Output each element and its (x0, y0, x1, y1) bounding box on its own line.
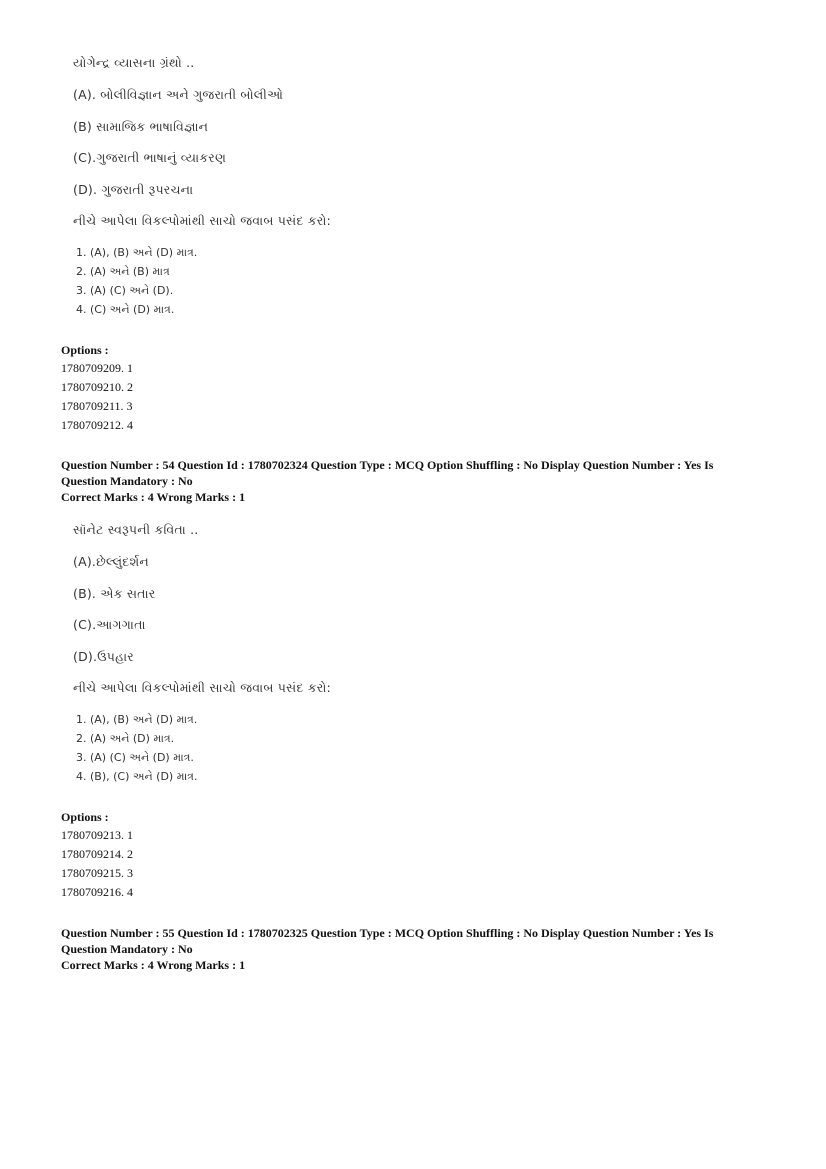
question-54-instruction: નીચે આપેલા વિકલ્પોમાંથી સાચો જવાબ પસંદ કરો: (73, 680, 331, 695)
question-53-prompt: યોગેન્દ્ર વ્યાસના ગ્રંથો .. (73, 55, 195, 70)
question-53-choice-4: 4. (C) અને (D) માત્ર. (76, 303, 175, 316)
question-53-option-1: 1780709209. 1 (61, 361, 133, 375)
question-53-option-2: 1780709210. 2 (61, 380, 133, 394)
question-54-choice-3: 3. (A) (C) અને (D) માત્ર. (76, 751, 194, 764)
question-53-choice-3: 3. (A) (C) અને (D). (76, 284, 174, 297)
question-53-options-label: Options : (61, 343, 109, 357)
question-54-option-2: 1780709214. 2 (61, 847, 133, 861)
question-54-header (61, 457, 713, 505)
question-54-choice-2: 2. (A) અને (D) માત્ર. (76, 732, 175, 745)
question-53-choice-1: 1. (A), (B) અને (D) માત્ર. (76, 246, 198, 259)
question-54-option-1: 1780709213. 1 (61, 828, 133, 842)
question-54-statement-d: (D).ઉપહાર (73, 649, 134, 664)
question-54-options-label: Options : (61, 810, 109, 824)
question-55-header (61, 925, 713, 973)
question-53-statement-a: (A). બોલીવિજ્ઞાન અને ગુજરાતી બોલીઓ (73, 87, 284, 102)
question-54-option-3: 1780709215. 3 (61, 866, 133, 880)
question-54-header-line-2: Question Mandatory : No (61, 474, 193, 488)
question-53-statement-b: (B) સામાજિક ભાષાવિજ્ઞાન (73, 119, 209, 134)
question-55-header-line-2: Question Mandatory : No (61, 942, 193, 956)
question-53-statement-c: (C).ગુજરાતી ભાષાનું વ્યાકરણ (73, 150, 227, 165)
question-53-statement-d: (D). ગુજરાતી રૂપરચના (73, 182, 194, 197)
question-53-instruction: નીચે આપેલા વિકલ્પોમાંથી સાચો જવાબ પસંદ કરો: (73, 213, 331, 228)
question-54-prompt: સૉનેટ સ્વરૂપની કવિતા .. (73, 522, 199, 537)
question-54-header-line-3: Correct Marks : 4 Wrong Marks : 1 (61, 490, 246, 504)
question-54-option-4: 1780709216. 4 (61, 885, 133, 899)
question-54-choice-4: 4. (B), (C) અને (D) માત્ર. (76, 770, 198, 783)
question-54-header-line-1: Question Number : 54 Question Id : 1780702324 Question Type : MCQ Option Shuffling : No Display Question Number : Yes Is (61, 458, 714, 472)
question-53-option-4: 1780709212. 4 (61, 418, 133, 432)
question-55-header-line-3: Correct Marks : 4 Wrong Marks : 1 (61, 958, 246, 972)
question-53-choice-2: 2. (A) અને (B) માત્ર (76, 265, 170, 278)
question-53-option-3: 1780709211. 3 (61, 399, 133, 413)
question-54-statement-b: (B). એક સતાર (73, 586, 156, 601)
question-54-choice-1: 1. (A), (B) અને (D) માત્ર. (76, 713, 198, 726)
question-55-header-line-1: Question Number : 55 Question Id : 1780702325 Question Type : MCQ Option Shuffling : No Display Question Number : Yes Is (61, 926, 714, 940)
question-54-statement-a: (A).છેલ્લુંદર્શન (73, 554, 149, 569)
question-54-statement-c: (C).આગગાતા (73, 617, 146, 632)
